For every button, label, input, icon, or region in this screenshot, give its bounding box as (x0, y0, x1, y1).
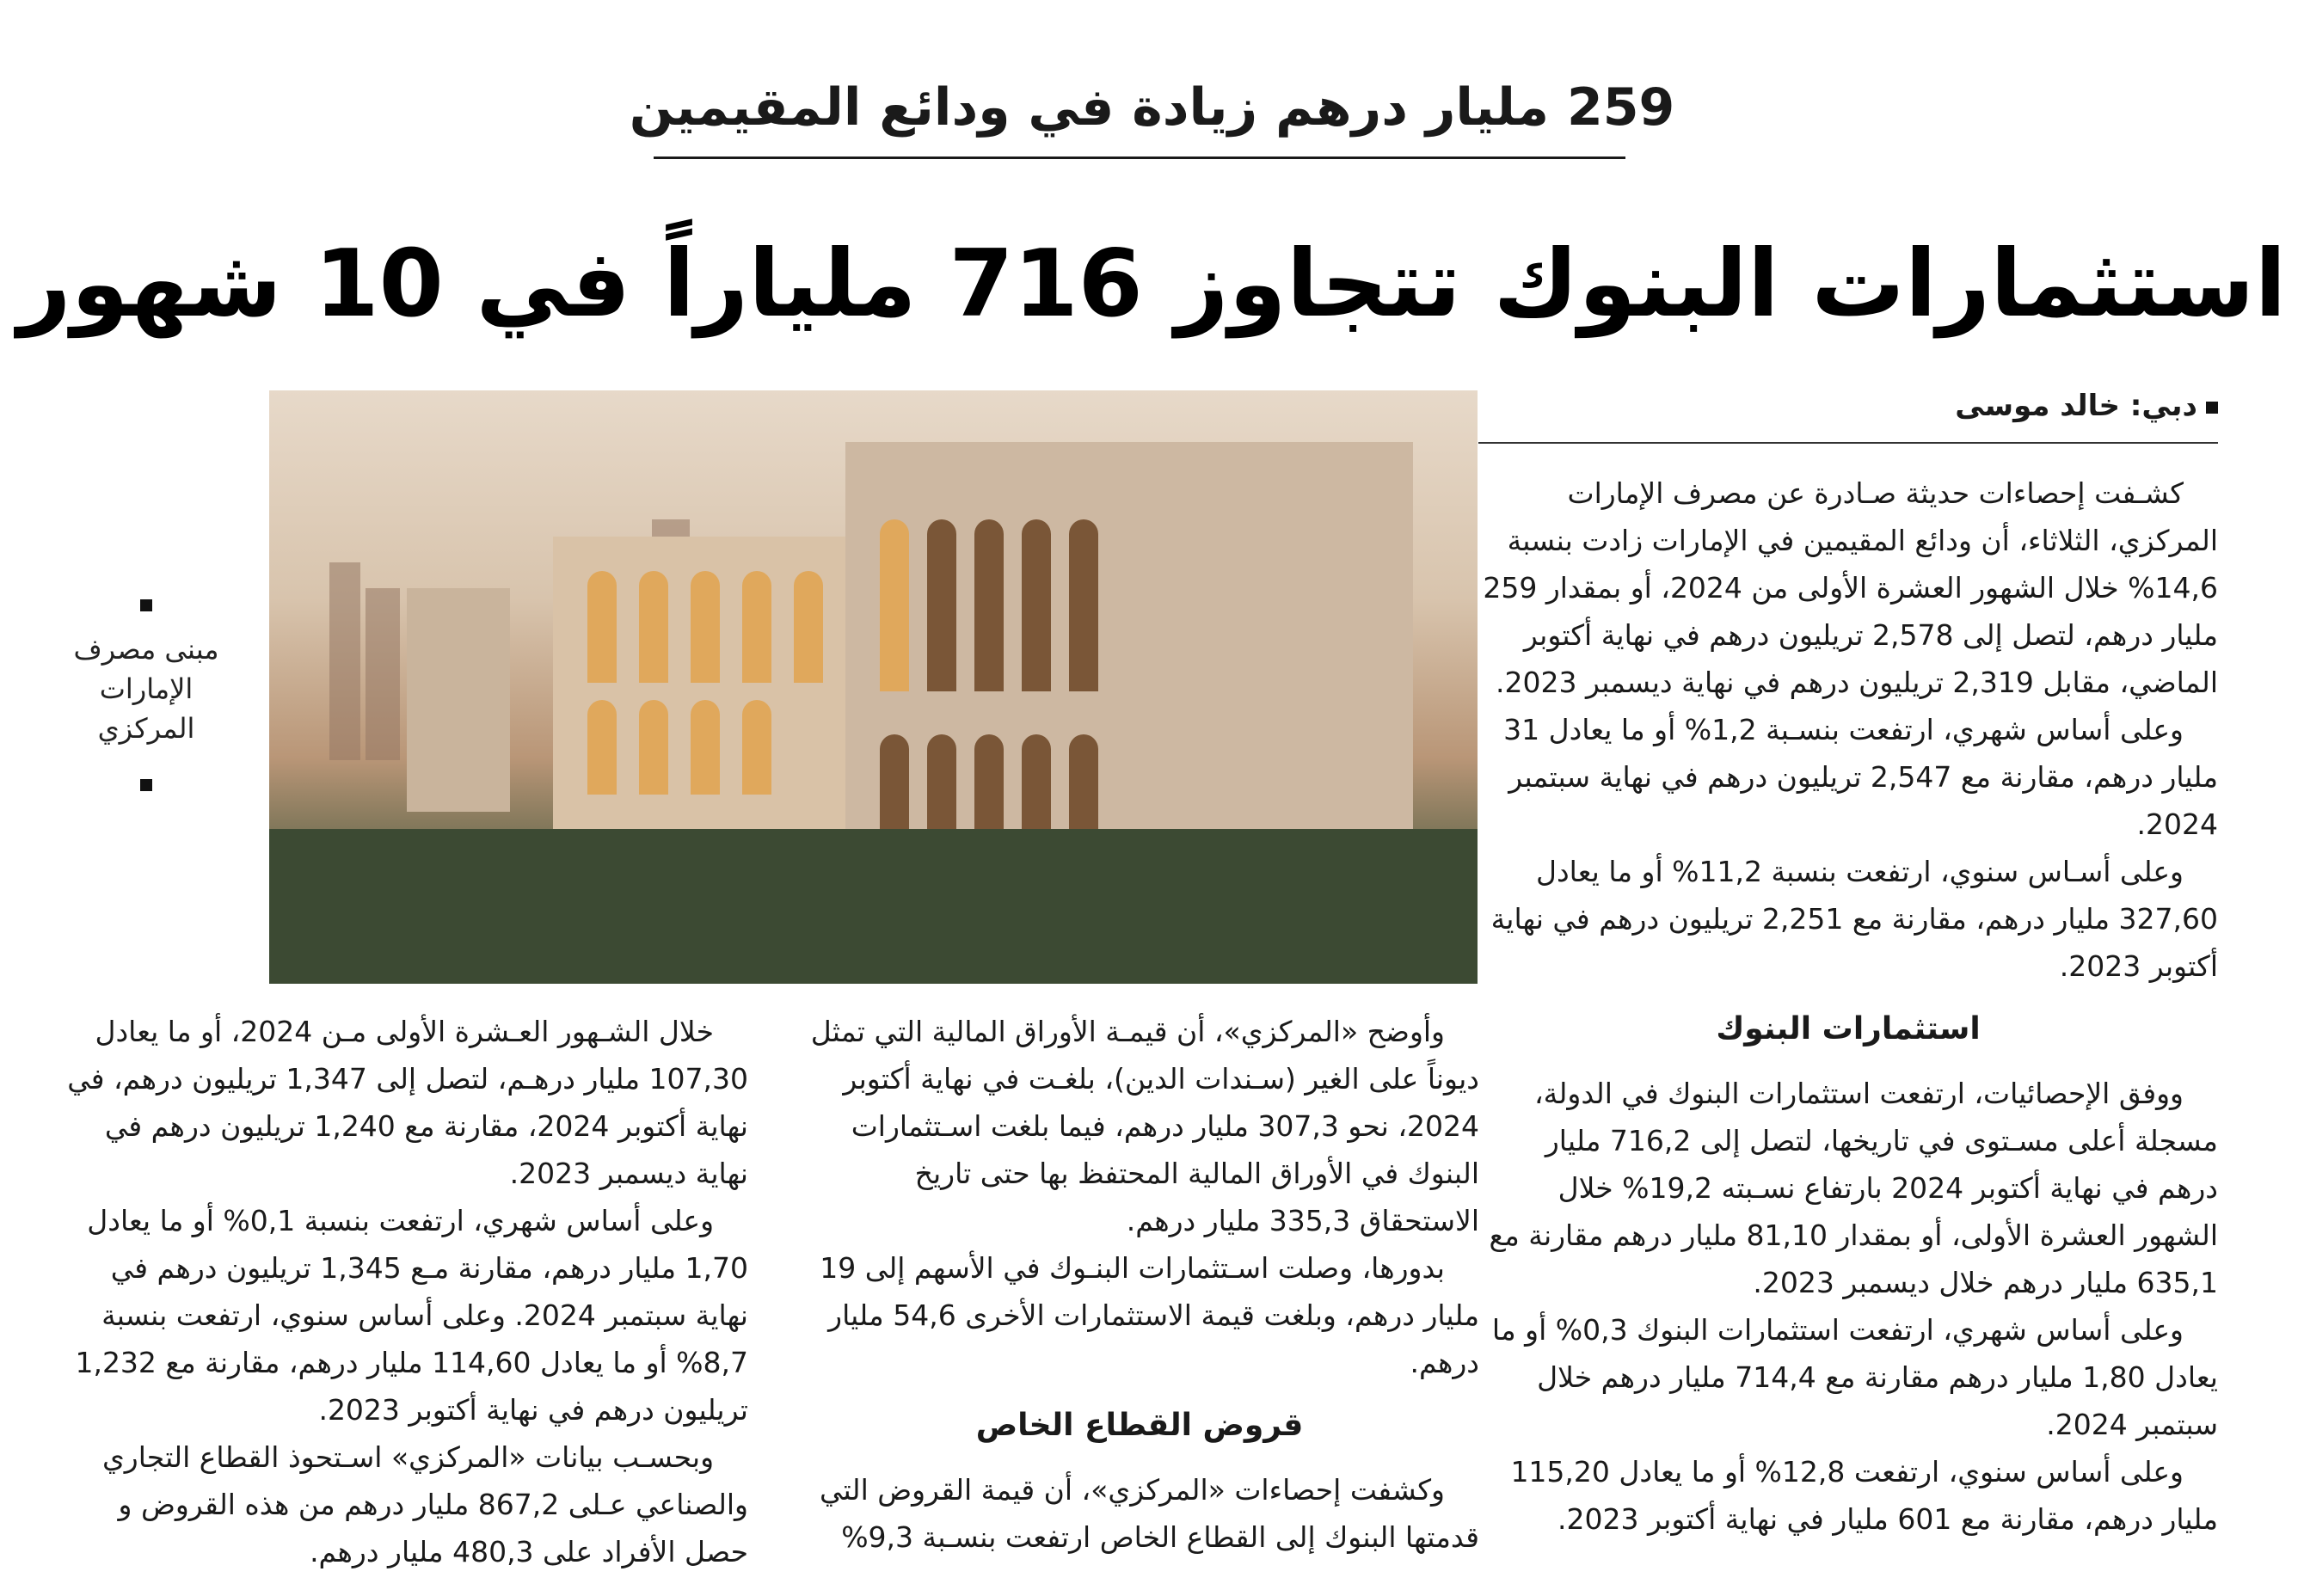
window-arch (794, 571, 823, 683)
window-arch (691, 700, 720, 795)
paragraph: خلال الشـهور العـشرة الأولى مـن 2024، أو ما يعادل 107,30 مليار درهـم، لتصل إلى 1,347 تريليون درهم، في نهاية أكتوبر 2024، مقارنة مع 1,240 تريليون درهم في نهاية ديسمبر 2023. (67, 1015, 748, 1190)
paragraph: وعلى أساس سنوي، ارتفعت 12,8% أو ما يعادل 115,20 مليار درهم، مقارنة مع 601 مليار في نهاية أكتوبر 2023. (1510, 1455, 2218, 1536)
caption-bullet-icon (140, 599, 152, 611)
photo-caption (52, 629, 241, 748)
window-arch (587, 571, 617, 683)
skyline-tower (329, 562, 360, 760)
kicker-headline: 259 مليار درهم زيادة في ودائع المقيمين (629, 77, 1675, 138)
window-arch (587, 700, 617, 795)
paragraph: وبحسـب بيانات «المركزي» اسـتحوذ القطاع التجاري والصناعي عـلى 867,2 مليار درهم من هذه القروض و حصل الأفراد على 480,3 مليار درهم. (101, 1440, 748, 1568)
window-arch (880, 519, 909, 691)
window-arch (974, 519, 1004, 691)
byline-rule (1478, 442, 2218, 444)
paragraph: كشـفت إحصاءات حديثة صـادرة عن مصرف الإمارات المركزي، الثلاثاء، أن ودائع المقيمين في الإمارات زادت بنسبة 14,6% خلال الشهور العشرة الأولى من 2024، أو بمقدار 259 مليار درهم، لتصل إلى 2,578 تريليون درهم في نهاية أكتوبر الماضي، مقابل 2,319 تريليون درهم في نهاية ديسمبر 2023. (1483, 476, 2218, 699)
building-main-tower (845, 442, 1413, 889)
caption-line: مبنى مصرف (73, 633, 219, 666)
central-bank-photo (269, 390, 1478, 984)
paragraph: وأوضح «المركزي»، أن قيمـة الأوراق المالية التي تمثل ديوناً على الغير (سـندات الدين)، بلغـت في نهاية أكتوبر 2024، نحو 307,3 مليار درهم، فيما بلغت اسـتثمارات البنوك في الأوراق المالية المحتفظ بها حتى تاريخ الاستحقاق 335,3 مليار درهم. (810, 1015, 1479, 1237)
building-center (553, 537, 863, 838)
paragraph: وكشفت إحصاءات «المركزي»، أن قيمة القروض التي قدمتها البنوك إلى القطاع الخاص ارتفعت بنسـبة 9,3% (820, 1473, 1479, 1554)
caption-line: المركزي (97, 712, 195, 745)
window-arch (742, 571, 771, 683)
paragraph: ووفق الإحصائيات، ارتفعت استثمارات البنوك في الدولة، مسجلة أعلى مسـتوى في تاريخها، لتصل إلى 716,2 مليار درهم في نهاية أكتوبر 2024 بارتفاع نسـبته 19,2% خلال الشهور العشرة الأولى، أو بمقدار 81,10 مليار درهم مقارنة مع 635,1 مليار درهم خلال ديسمبر 2023. (1489, 1077, 2218, 1299)
window-arch (691, 571, 720, 683)
paragraph: وعلى أساس شهري، ارتفعت بنسبة 0,1% أو ما يعادل 1,70 مليار درهم، مقارنة مـع 1,345 تريليون درهم في نهاية سبتمبر 2024. وعلى أساس سنوي، ارتفعت بنسبة 8,7% أو ما يعادل 114,60 مليار درهم، مقارنة مع 1,232 تريليون درهم في نهاية أكتوبر 2023. (75, 1204, 748, 1427)
article-column-right (1478, 470, 2218, 1543)
caption-bullet-icon (140, 779, 152, 791)
byline (1478, 389, 2218, 423)
paragraph: وعلى أساس شهري، ارتفعت استثمارات البنوك 0,3% أو ما يعادل 1,80 مليار درهم مقارنة مع 714,4 مليار درهم خلال سبتمبر 2024. (1491, 1313, 2218, 1441)
paragraph: وعلى أسـاس سنوي، ارتفعت بنسبة 11,2% أو ما يعادل 327,60 مليار درهم، مقارنة مع 2,251 تريليون درهم في نهاية أكتوبر 2023. (1490, 855, 2218, 983)
article-column-middle (800, 1008, 1479, 1561)
caption-line: الإمارات (99, 672, 194, 705)
window-arch (639, 700, 668, 795)
skyline-tower (366, 588, 400, 760)
paragraph: بدورها، وصلت اسـتثمارات البنـوك في الأسهم إلى 19 مليار درهم، وبلغت قيمة الاستثمارات الأخرى 54,6 مليار درهم. (820, 1251, 1479, 1379)
byline-text: دبي: خالد موسى (1955, 389, 2197, 423)
window-arch (1069, 519, 1098, 691)
kicker-underline (654, 157, 1625, 159)
plaza-gardens (269, 829, 1478, 984)
main-headline: استثمارات البنوك تتجاوز 716 ملياراً في 10 شهور (17, 230, 2287, 338)
window-arch (639, 571, 668, 683)
window-arch (1022, 519, 1051, 691)
window-arch (927, 519, 956, 691)
subheading: قروض القطاع الخاص (975, 1408, 1304, 1443)
window-arch (742, 700, 771, 795)
byline-square-icon (2206, 402, 2218, 414)
subheading: استثمارات البنوك (1716, 1011, 1981, 1047)
paragraph: وعلى أساس شهري، ارتفعت بنسـبة 1,2% أو ما يعادل 31 مليار درهم، مقارنة مع 2,547 تريليون درهم في نهاية سبتمبر 2024. (1503, 713, 2218, 841)
building-left-wing (407, 588, 510, 812)
article-column-left (60, 1008, 748, 1575)
